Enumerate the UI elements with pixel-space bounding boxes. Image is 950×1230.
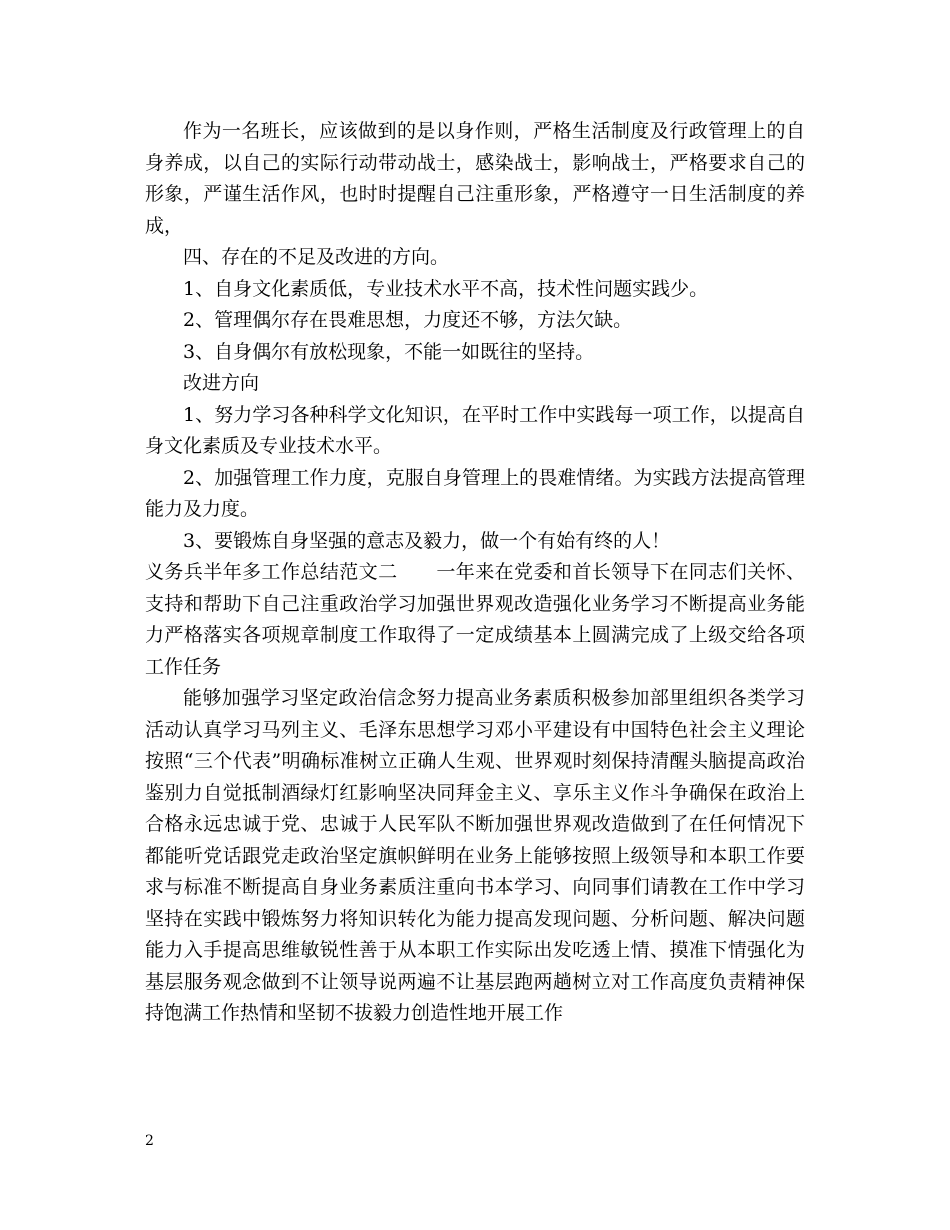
paragraph-8: 2、加强管理工作力度，克服自身管理上的畏难情绪。为实践方法提高管理能力及力度。 [145, 466, 805, 520]
page-number: 2 [145, 1133, 154, 1149]
paragraph-1: 作为一名班长，应该做到的是以身作则，严格生活制度及行政管理上的自身养成，以自己的实际行动带动战士，感染战士，影响战士，严格要求自己的形象，严谨生活作风，也时时提醒自己注重形象，严格遵守一日生活制度的养成， [145, 120, 805, 237]
paragraph-7: 1、努力学习各种科学文化知识，在平时工作中实践每一项工作，以提高自身文化素质及专业技术水平。 [145, 403, 805, 457]
document-body [145, 116, 805, 1030]
paragraph-5: 3、自身偶尔有放松现象，不能一如既往的坚持。 [183, 340, 595, 363]
paragraph-4: 2、管理偶尔存在畏难思想，力度还不够，方法欠缺。 [183, 309, 633, 331]
paragraph-2: 四、存在的不足及改进的方向。 [183, 246, 450, 268]
paragraph-9: 3、要锻炼自身坚强的意志及毅力，做一个有始有终的人！ [183, 529, 671, 552]
paragraph-3: 1、自身文化素质低，专业技术水平不高，技术性问题实践少。 [183, 277, 709, 300]
paragraph-11: 能够加强学习坚定政治信念努力提高业务素质积极参加部里组织各类学习活动认真学习马列主义、毛泽东思想学习邓小平建设有中国特色社会主义理论按照“三个代表”明确标准树立正确人生观、世界观时刻保持清醒头脑提高政治鉴别力自觉抵制酒绿灯红影响坚决同拜金主义、享乐主义作斗争确保在政治上合格永远忠诚于党、忠诚于人民军队不断加强世界观改造做到了在任何情况下都能听党话跟党走政治坚定旗帜鲜明在业务上能够按照上级领导和本职工作要求与标准不断提高自身业务素质注重向书本学习、向同事们请教在工作中学习坚持在实践中锻炼努力将知识转化为能力提高发现问题、分析问题、解决问题能力入手提高思维敏锐性善于从本职工作实际出发吃透上情、摸准下情强化为基层服务观念做到不让领导说两遍不让基层跑两趟树立对工作高度负责精神保持饱满工作热情和坚韧不拔毅力创造性地开展工作 [145, 687, 805, 1024]
paragraph-6: 改进方向 [183, 372, 260, 394]
paragraph-10: 义务兵半年多工作总结范文二 一年来在党委和首长领导下在同志们关怀、支持和帮助下自己注重政治学习加强世界观改造强化业务学习不断提高业务能力严格落实各项规章制度工作取得了一定成绩基本上圆满完成了上级交给各项工作任务 [145, 561, 805, 678]
